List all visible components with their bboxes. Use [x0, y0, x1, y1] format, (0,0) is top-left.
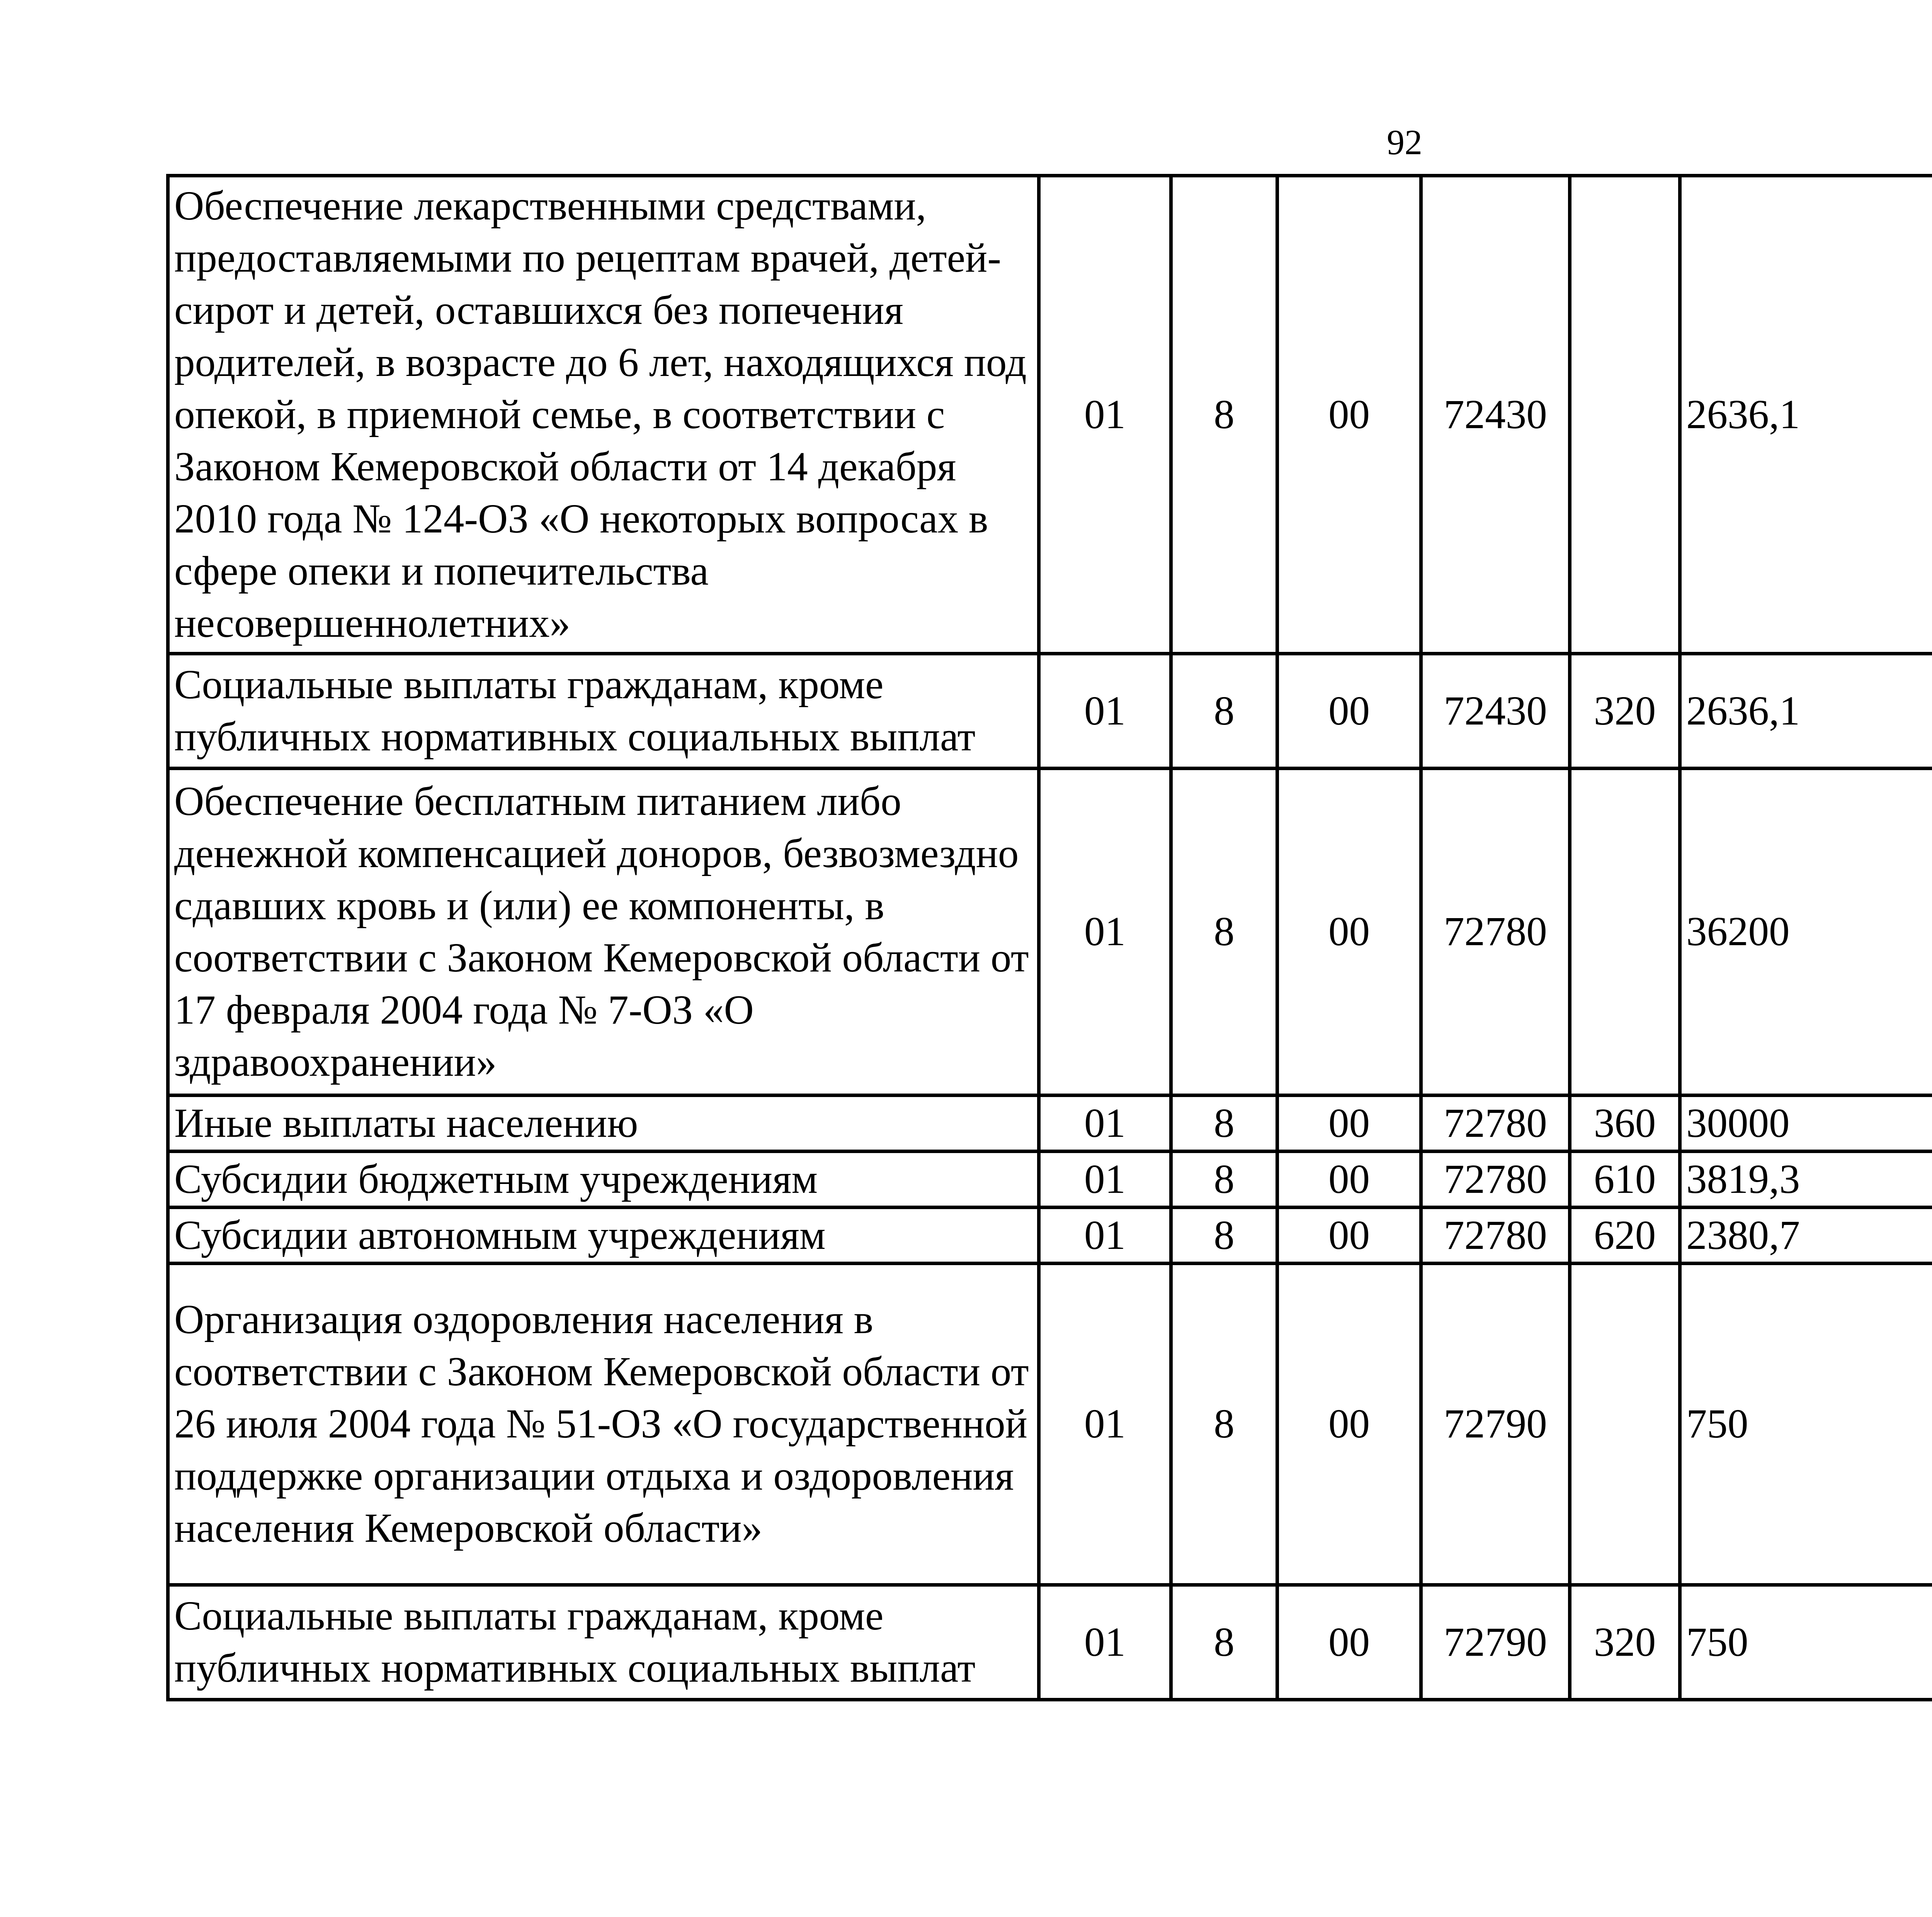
row-code-5: 610	[1570, 1152, 1680, 1208]
table-row	[168, 1264, 1932, 1585]
row-code-1: 01	[1039, 1208, 1171, 1264]
row-name: Субсидии автономным учреждениям	[168, 1208, 1039, 1264]
row-value-1: 36200	[1680, 769, 1932, 1095]
page-number: 92	[1387, 122, 1422, 162]
row-code-1: 01	[1039, 769, 1171, 1095]
table-row	[168, 1208, 1932, 1264]
row-code-2: 8	[1171, 1208, 1277, 1264]
row-code-1: 01	[1039, 176, 1171, 654]
row-code-4: 72430	[1421, 654, 1570, 769]
row-code-5: 620	[1570, 1208, 1680, 1264]
row-code-1: 01	[1039, 1264, 1171, 1585]
row-code-3: 00	[1277, 654, 1421, 769]
row-name: Иные выплаты населению	[168, 1095, 1039, 1152]
row-code-3: 00	[1277, 1152, 1421, 1208]
budget-table	[166, 174, 1932, 1701]
row-code-4: 72790	[1421, 1585, 1570, 1700]
row-code-4: 72780	[1421, 1152, 1570, 1208]
row-name: Обеспечение бесплатным питанием либо денежной компенсацией доноров, безвозмездно сдавших кровь и (или) ее компоненты, в соответствии с Законом Кемеровской области от 17 февраля 2004 года № 7-ОЗ «О здравоохранении»	[168, 769, 1039, 1095]
row-code-2: 8	[1171, 1095, 1277, 1152]
row-value-1: 2636,1	[1680, 654, 1932, 769]
row-code-3: 00	[1277, 1208, 1421, 1264]
table-row	[168, 769, 1932, 1095]
row-code-2: 8	[1171, 1264, 1277, 1585]
row-code-5: 320	[1570, 1585, 1680, 1700]
table-row	[168, 654, 1932, 769]
row-value-1: 750	[1680, 1585, 1932, 1700]
row-code-3: 00	[1277, 1585, 1421, 1700]
row-name: Социальные выплаты гражданам, кроме публичных нормативных социальных выплат	[168, 1585, 1039, 1700]
row-code-2: 8	[1171, 176, 1277, 654]
row-value-1: 3819,3	[1680, 1152, 1932, 1208]
row-code-1: 01	[1039, 654, 1171, 769]
row-code-3: 00	[1277, 176, 1421, 654]
row-code-5	[1570, 1264, 1680, 1585]
row-code-1: 01	[1039, 1152, 1171, 1208]
row-code-3: 00	[1277, 769, 1421, 1095]
row-name: Обеспечение лекарственными средствами, предоставляемыми по рецептам врачей, детей-сирот и детей, оставшихся без попечения родителей, в возрасте до 6 лет, находящихся под опекой, в приемной семье, в соответствии с Законом Кемеровской области от 14 декабря 2010 года № 124-ОЗ «О некоторых вопросах в сфере опеки и попечительства несовершеннолетних»	[168, 176, 1039, 654]
row-code-5: 360	[1570, 1095, 1680, 1152]
row-code-2: 8	[1171, 1585, 1277, 1700]
row-code-2: 8	[1171, 769, 1277, 1095]
row-code-4: 72780	[1421, 1208, 1570, 1264]
table-row	[168, 176, 1932, 654]
row-value-1: 30000	[1680, 1095, 1932, 1152]
row-code-2: 8	[1171, 1152, 1277, 1208]
row-code-4: 72430	[1421, 176, 1570, 654]
row-code-5	[1570, 769, 1680, 1095]
row-code-1: 01	[1039, 1095, 1171, 1152]
row-name: Организация оздоровления населения в соответствии с Законом Кемеровской области от 26 июля 2004 года № 51-ОЗ «О государственной поддержке организации отдыха и оздоровления населения Кемеровской области»	[168, 1264, 1039, 1585]
row-code-4: 72790	[1421, 1264, 1570, 1585]
table-row	[168, 1095, 1932, 1152]
row-code-4: 72780	[1421, 769, 1570, 1095]
row-code-5	[1570, 176, 1680, 654]
row-code-3: 00	[1277, 1264, 1421, 1585]
table-row	[168, 1152, 1932, 1208]
row-code-3: 00	[1277, 1095, 1421, 1152]
row-name: Субсидии бюджетным учреждениям	[168, 1152, 1039, 1208]
row-value-1: 2380,7	[1680, 1208, 1932, 1264]
row-value-1: 750	[1680, 1264, 1932, 1585]
table-row	[168, 1585, 1932, 1700]
row-code-1: 01	[1039, 1585, 1171, 1700]
row-code-2: 8	[1171, 654, 1277, 769]
row-value-1: 2636,1	[1680, 176, 1932, 654]
row-name: Социальные выплаты гражданам, кроме публичных нормативных социальных выплат	[168, 654, 1039, 769]
row-code-4: 72780	[1421, 1095, 1570, 1152]
row-code-5: 320	[1570, 654, 1680, 769]
